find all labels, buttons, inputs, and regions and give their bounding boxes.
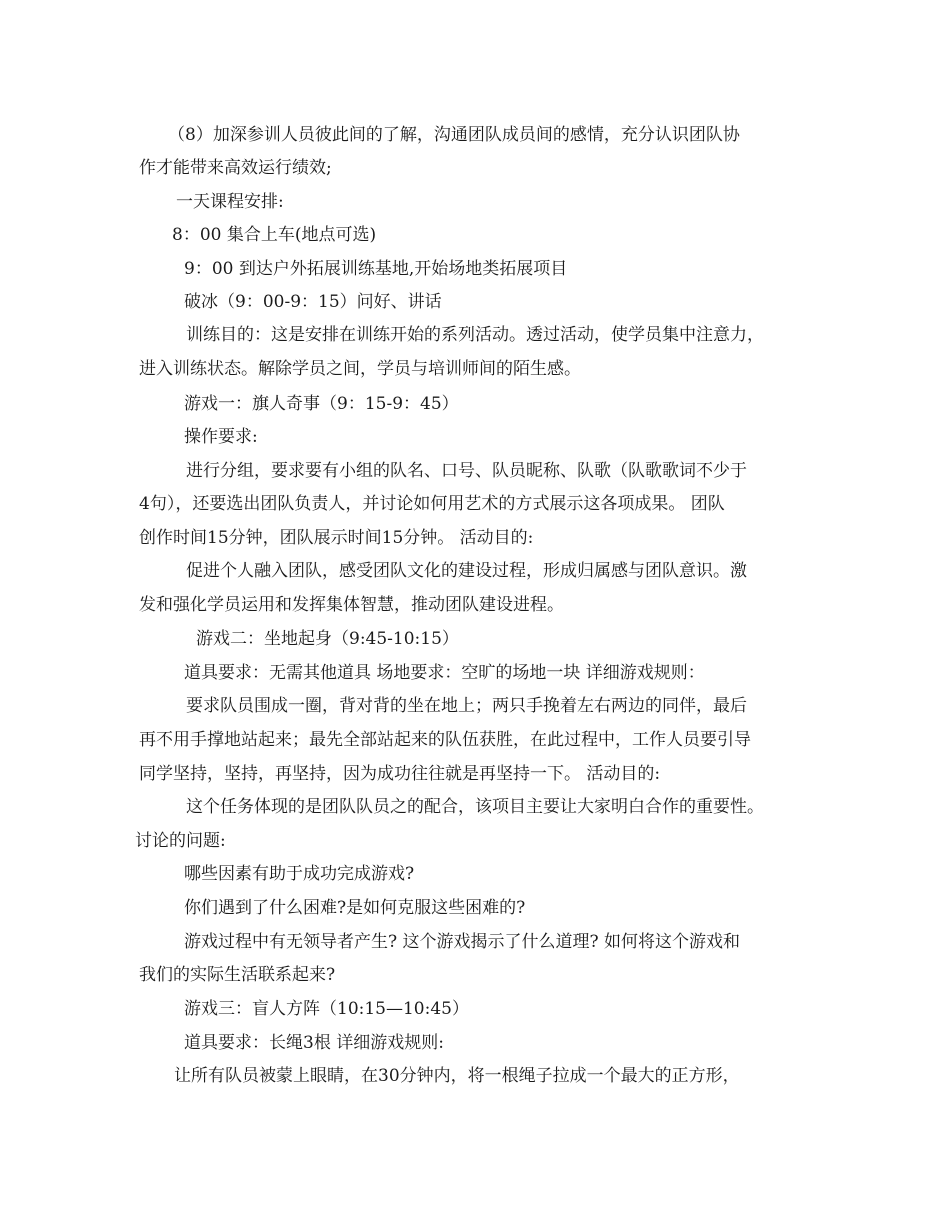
text-line: 要求队员围成一圈，背对背的坐在地上；两只手挽着左右两边的同伴，最后 <box>186 696 747 716</box>
text-line: 创作时间15分钟，团队展示时间15分钟。 活动目的: <box>139 528 534 548</box>
text-line: 4句），还要选出团队负责人，并讨论如何用艺术的方式展示这各项成果。 团队 <box>139 494 725 514</box>
section-heading: 游戏一：旗人奇事（9：15-9：45） <box>184 394 459 414</box>
text-line: 同学坚持，坚持，再坚持，因为成功往往就是再坚持一下。 活动目的: <box>139 764 661 784</box>
text-line: 道具要求：无需其他道具 场地要求：空旷的场地一块 详细游戏规则： <box>184 663 705 683</box>
text-line: 让所有队员被蒙上眼睛，在30分钟内，将一根绳子拉成一个最大的正方形， <box>174 1066 740 1086</box>
text-line: 讨论的问题: <box>135 831 226 851</box>
text-line: （8）加深参训人员彼此间的了解，沟通团队成员间的感情，充分认识团队协 <box>168 125 740 145</box>
text-line: 这个任务体现的是团队队员之的配合，该项目主要让大家明白合作的重要性。 <box>186 797 764 817</box>
text-line: 破冰（9：00-9：15）问好、讲话 <box>184 292 442 312</box>
section-heading: 游戏三：盲人方阵（10:15—10:45） <box>184 999 469 1019</box>
text-line: 作才能带来高效运行绩效; <box>139 158 332 178</box>
text-line: 一天课程安排: <box>176 192 284 212</box>
text-line: 训练目的：这是安排在训练开始的系列活动。透过活动，使学员集中注意力， <box>186 325 764 345</box>
section-heading: 游戏二：坐地起身（9:45-10:15） <box>196 629 459 649</box>
text-line: 发和强化学员运用和发挥集体智慧，推动团队建设进程。 <box>139 595 564 615</box>
text-line: 操作要求: <box>184 427 258 447</box>
text-line: 再不用手撑地站起来；最先全部站起来的队伍获胜，在此过程中，工作人员要引导 <box>139 730 751 750</box>
text-line: 游戏过程中有无领导者产生? 这个游戏揭示了什么道理? 如何将这个游戏和 <box>184 932 741 952</box>
text-line: 哪些因素有助于成功完成游戏? <box>184 864 415 884</box>
text-line: 你们遇到了什么困难?是如何克服这些困难的? <box>184 898 526 918</box>
text-line: 进入训练状态。解除学员之间，学员与培训师间的陌生感。 <box>139 359 581 379</box>
text-line: 促进个人融入团队，感受团队文化的建设过程，形成归属感与团队意识。激 <box>186 561 747 581</box>
text-line: 进行分组，要求要有小组的队名、口号、队员昵称、队歌（队歌歌词不少于 <box>186 461 747 481</box>
text-line: 8：00 集合上车(地点可选) <box>172 225 377 245</box>
text-line: 我们的实际生活联系起来? <box>139 965 336 985</box>
text-line: 道具要求：长绳3根 详细游戏规则: <box>184 1033 444 1053</box>
text-line: 9：00 到达户外拓展训练基地,开始场地类拓展项目 <box>184 259 568 279</box>
